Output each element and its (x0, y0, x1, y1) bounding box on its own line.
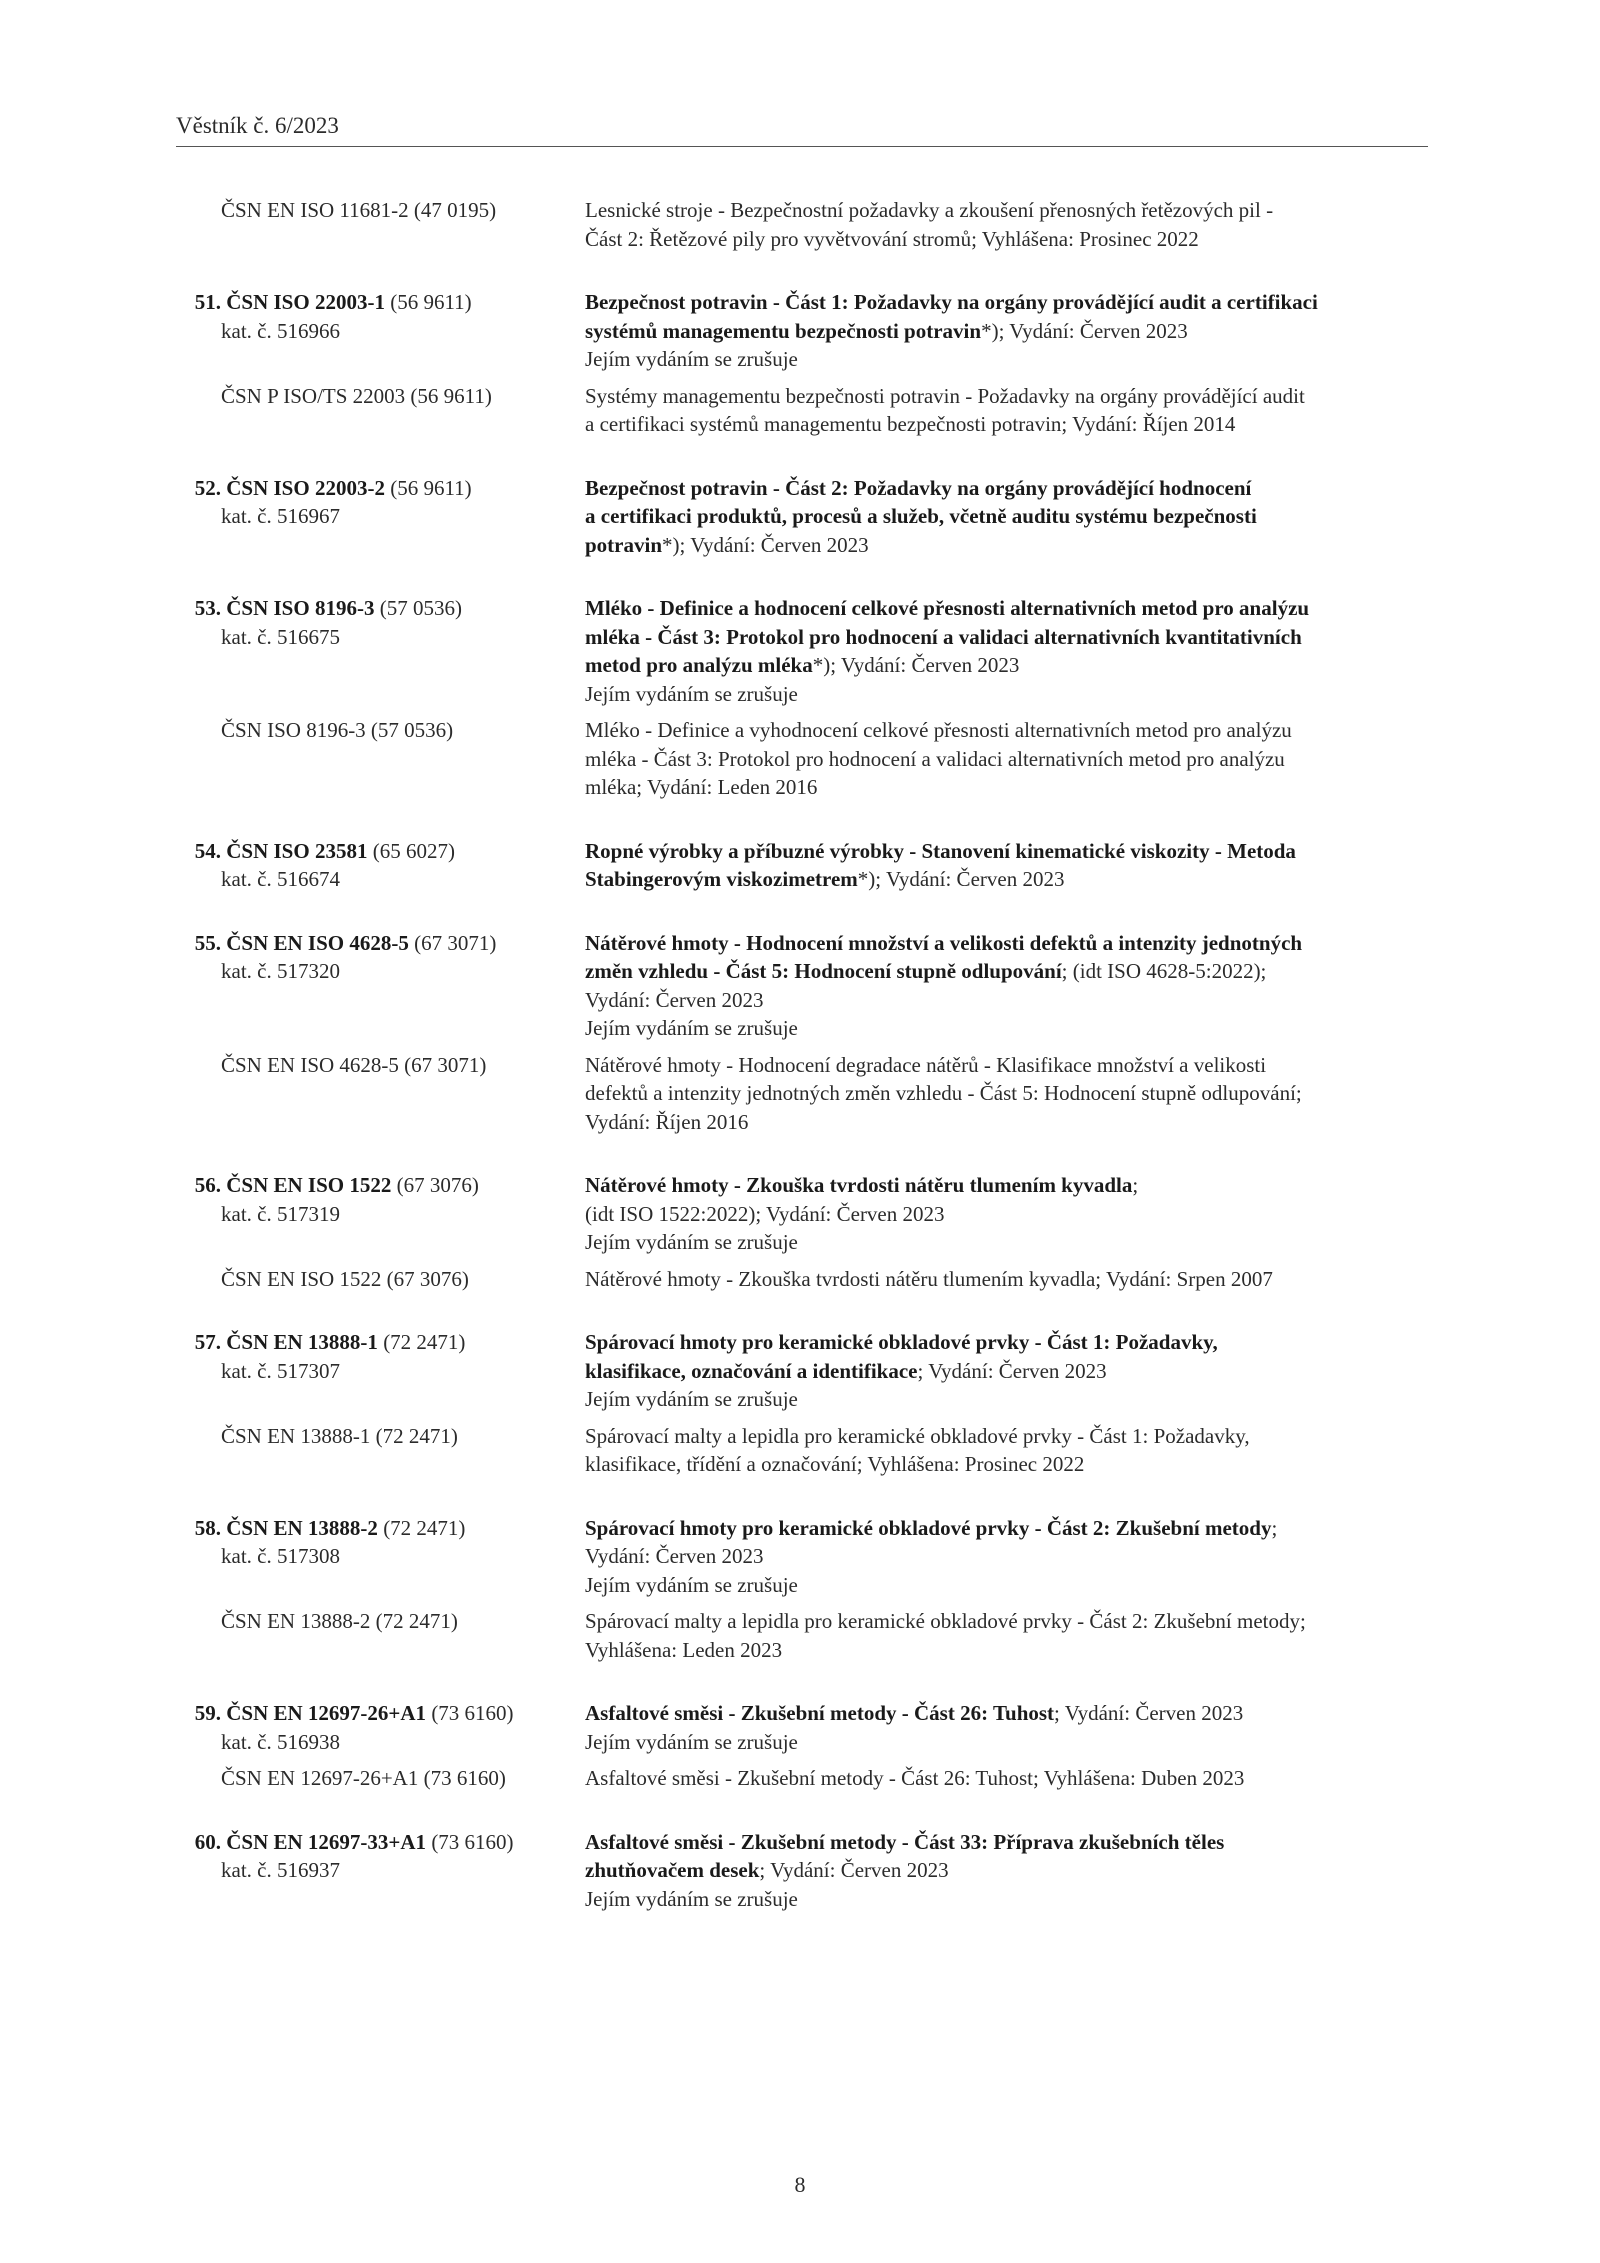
entry-row (176, 1328, 1428, 1414)
code-line (176, 288, 585, 317)
replaced-code: ČSN EN ISO 1522 (67 3076) (221, 1266, 469, 1291)
code-line (176, 474, 585, 503)
title-line (585, 837, 1428, 866)
journal-title: Věstník č. 6/2023 (176, 113, 339, 138)
title-tail: ; (idt ISO 4628-5:2022); (1061, 959, 1267, 983)
title-line (585, 288, 1428, 317)
standard-code: ČSN EN 12697-26+A1 (226, 1701, 427, 1725)
entry-code (176, 288, 585, 374)
title-line (585, 1171, 1428, 1200)
standard-entry (176, 929, 1428, 1137)
standard-class: (67 3071) (408, 930, 497, 955)
entry-code (176, 594, 585, 708)
title-line (585, 594, 1428, 623)
title-line: mléka - Část 3: Protokol pro hodnocení a validaci alternativních metod pro analýzu (585, 746, 1285, 771)
title-line: Vydání: Červen 2023 (585, 1544, 764, 1568)
entry-row (176, 1514, 1428, 1600)
code-line (176, 1699, 585, 1728)
title-bold: potravin (585, 532, 663, 557)
standard-code: ČSN EN ISO 1522 (226, 1173, 392, 1197)
entry-row (176, 196, 1428, 253)
title-line (585, 531, 1428, 560)
standard-class: (56 9611) (384, 475, 472, 500)
replaced-title (585, 1051, 1428, 1137)
entry-row (176, 1699, 1428, 1756)
title-tail: ; Vydání: Červen 2023 (1054, 1701, 1244, 1725)
title-line (585, 1699, 1428, 1728)
replaced-code-col (176, 1764, 585, 1793)
standard-code: ČSN EN 13888-2 (226, 1515, 378, 1540)
replaced-title (585, 382, 1428, 439)
entry-title (585, 196, 1428, 253)
standard-code: ČSN ISO 22003-2 (226, 475, 385, 500)
entry-row (176, 474, 1428, 560)
entry-row (176, 1171, 1428, 1257)
standard-entry (176, 1514, 1428, 1665)
title-line: Vydání: Červen 2023 (585, 987, 764, 1012)
catalog-number: kat. č. 516966 (221, 318, 340, 343)
replaced-row (176, 1051, 1428, 1137)
page-number: 8 (794, 2172, 806, 2197)
entry-title (585, 929, 1428, 1043)
replaced-code: ČSN P ISO/TS 22003 (56 9611) (221, 383, 492, 408)
code-line (176, 837, 585, 866)
standard-class: (67 3076) (391, 1173, 479, 1197)
entry-row (176, 1828, 1428, 1914)
code-line (176, 1514, 585, 1543)
title-bold: Spárovací hmoty pro keramické obkladové prvky - Část 2: Zkušební metody (585, 1515, 1272, 1540)
standard-entry (176, 1171, 1428, 1293)
replaced-row (176, 1265, 1428, 1294)
title-line: Vyhlášena: Leden 2023 (585, 1637, 783, 1662)
standard-class: (73 6160) (426, 1829, 514, 1854)
standard-code: ČSN ISO 8196-3 (226, 596, 375, 620)
code-line (176, 929, 585, 958)
replaced-row (176, 1764, 1428, 1793)
title-line (585, 474, 1428, 503)
title-line: a certifikaci systémů managementu bezpečnosti potravin; Vydání: Říjen 2014 (585, 412, 1236, 436)
standard-entry (176, 196, 1428, 253)
title-line: (idt ISO 1522:2022); Vydání: Červen 2023 (585, 1201, 945, 1226)
catalog-number: kat. č. 517308 (221, 1544, 340, 1568)
entry-number: 53. (194, 596, 221, 620)
standards-list (176, 196, 1428, 1948)
replaced-row (176, 1607, 1428, 1664)
entry-title (585, 837, 1428, 894)
cancel-note: Jejím vydáním se zrušuje (585, 347, 798, 371)
title-line (585, 957, 1428, 986)
standard-class: (57 0536) (374, 596, 462, 620)
replaced-code-col (176, 1422, 585, 1479)
standard-entry (176, 1699, 1428, 1793)
title-line: Systémy managementu bezpečnosti potravin - Požadavky na orgány provádějící audit (585, 383, 1305, 408)
replaced-code-col (176, 382, 585, 439)
replaced-code-col (176, 1265, 585, 1294)
title-line (585, 623, 1428, 652)
replaced-code: ČSN ISO 8196-3 (57 0536) (221, 718, 454, 742)
title-line: klasifikace, třídění a označování; Vyhlášena: Prosinec 2022 (585, 1452, 1085, 1476)
standard-class: (72 2471) (377, 1330, 466, 1354)
title-line: Nátěrové hmoty - Hodnocení degradace nátěrů - Klasifikace množství a velikosti (585, 1052, 1267, 1077)
title-bold: Bezpečnost potravin - Část 1: Požadavky na orgány provádějící audit a certifikaci (585, 290, 1318, 314)
entry-row (176, 929, 1428, 1043)
standard-entry (176, 1328, 1428, 1479)
title-bold: Nátěrové hmoty - Hodnocení množství a velikosti defektů a intenzity jednotných (585, 930, 1303, 955)
title-bold: Stabingerovým viskozimetrem (585, 867, 858, 891)
entry-code (176, 1328, 585, 1414)
title-tail: ; Vydání: Červen 2023 (917, 1358, 1107, 1383)
standard-class: (56 9611) (384, 290, 472, 314)
title-bold: Mléko - Definice a hodnocení celkové přesnosti alternativních metod pro analýzu (585, 596, 1310, 620)
code-line (176, 1828, 585, 1857)
replaced-title (585, 1265, 1428, 1294)
standard-entry (176, 594, 1428, 802)
entry-code (176, 196, 585, 253)
title-tail: *); Vydání: Červen 2023 (981, 318, 1188, 343)
entry-number: 56. (194, 1173, 221, 1197)
standard-entry (176, 837, 1428, 894)
title-line: Lesnické stroje - Bezpečnostní požadavky a zkoušení přenosných řetězových pil - (585, 198, 1274, 222)
entry-number: 58. (194, 1515, 221, 1540)
code-line (176, 1171, 585, 1200)
title-line (585, 1357, 1428, 1386)
title-tail: ; Vydání: Červen 2023 (759, 1858, 949, 1882)
title-line (585, 1514, 1428, 1543)
catalog-number: kat. č. 516938 (221, 1729, 340, 1754)
cancel-note: Jejím vydáním se zrušuje (585, 681, 798, 706)
replaced-title (585, 1607, 1428, 1664)
title-bold: změn vzhledu - Část 5: Hodnocení stupně odlupování (585, 959, 1062, 983)
standard-code: ČSN ISO 23581 (226, 838, 368, 863)
entry-title (585, 1514, 1428, 1600)
title-bold: Asfaltové směsi - Zkušební metody - Část 26: Tuhost (585, 1701, 1055, 1725)
entry-title (585, 1828, 1428, 1914)
catalog-number: kat. č. 517320 (221, 959, 340, 983)
title-bold: Spárovací hmoty pro keramické obkladové prvky - Část 1: Požadavky, (585, 1330, 1218, 1354)
entry-code (176, 837, 585, 894)
title-line: Spárovací malty a lepidla pro keramické obkladové prvky - Část 2: Zkušební metody; (585, 1609, 1306, 1633)
title-bold: mléka - Část 3: Protokol pro hodnocení a validaci alternativních kvantitativních (585, 624, 1302, 649)
entry-title (585, 1171, 1428, 1257)
entry-number: 54. (194, 838, 221, 863)
standard-code: ČSN EN 13888-1 (226, 1330, 378, 1354)
replaced-row (176, 716, 1428, 802)
code-line (176, 594, 585, 623)
title-tail: ; (1271, 1515, 1278, 1540)
replaced-code-col (176, 1051, 585, 1137)
entry-title (585, 474, 1428, 560)
entry-number: 57. (194, 1330, 221, 1354)
entry-code (176, 1828, 585, 1914)
code-line (176, 1328, 585, 1357)
replaced-code-col (176, 716, 585, 802)
title-bold: Ropné výrobky a příbuzné výrobky - Stanovení kinematické viskozity - Metoda (585, 838, 1296, 863)
title-line (585, 1856, 1428, 1885)
title-tail: *); Vydání: Červen 2023 (857, 867, 1065, 891)
catalog-number: kat. č. 516937 (221, 1858, 340, 1882)
cancel-note: Jejím vydáním se zrušuje (585, 1016, 798, 1040)
standard-class: (65 6027) (367, 838, 455, 863)
replaced-code: ČSN EN 13888-1 (72 2471) (221, 1423, 458, 1448)
entry-title (585, 288, 1428, 374)
entry-title (585, 1328, 1428, 1414)
standard-class: (73 6160) (426, 1701, 514, 1725)
title-line (585, 317, 1428, 346)
title-line: Část 2: Řetězové pily pro vyvětvování stromů; Vyhlášena: Prosinec 2022 (585, 226, 1199, 251)
title-bold: a certifikaci produktů, procesů a služeb, včetně auditu systému bezpečnosti (585, 504, 1257, 528)
replaced-row (176, 1422, 1428, 1479)
entry-number: 60. (194, 1829, 221, 1854)
entry-code (176, 1699, 585, 1756)
title-line (585, 502, 1428, 531)
title-bold: systémů managementu bezpečnosti potravin (585, 318, 982, 343)
replaced-code: ČSN EN ISO 4628-5 (67 3071) (221, 1052, 487, 1077)
standard-entry (176, 1828, 1428, 1914)
catalog-number: kat. č. 517307 (221, 1358, 340, 1383)
catalog-number: kat. č. 516967 (221, 504, 340, 528)
title-bold: Asfaltové směsi - Zkušební metody - Část 33: Příprava zkušebních těles (585, 1829, 1225, 1854)
entry-code (176, 1171, 585, 1257)
entry-title (585, 1699, 1428, 1756)
standard-entry (176, 474, 1428, 560)
replaced-title (585, 1764, 1428, 1793)
title-bold: Bezpečnost potravin - Část 2: Požadavky na orgány provádějící hodnocení (585, 475, 1252, 500)
catalog-number: kat. č. 517319 (221, 1201, 340, 1226)
entry-row (176, 837, 1428, 894)
replaced-code: ČSN EN 12697-26+A1 (73 6160) (221, 1766, 506, 1790)
standard-code: ČSN EN ISO 11681-2 (47 0195) (221, 198, 497, 222)
title-line (585, 1328, 1428, 1357)
entry-code (176, 1514, 585, 1600)
title-line: Mléko - Definice a vyhodnocení celkové přesnosti alternativních metod pro analýzu (585, 718, 1292, 742)
replaced-code: ČSN EN 13888-2 (72 2471) (221, 1609, 458, 1633)
title-bold: klasifikace, označování a identifikace (585, 1358, 918, 1383)
entry-row (176, 594, 1428, 708)
standard-code: ČSN ISO 22003-1 (226, 290, 385, 314)
title-line: Nátěrové hmoty - Zkouška tvrdosti nátěru tlumením kyvadla; Vydání: Srpen 2007 (585, 1266, 1273, 1291)
catalog-number: kat. č. 516674 (221, 867, 340, 891)
title-line (585, 651, 1428, 680)
title-line (585, 1828, 1428, 1857)
title-tail: *); Vydání: Červen 2023 (812, 653, 1020, 677)
title-line: Spárovací malty a lepidla pro keramické obkladové prvky - Část 1: Požadavky, (585, 1423, 1250, 1448)
entry-number: 59. (194, 1701, 221, 1725)
entry-title (585, 594, 1428, 708)
catalog-number: kat. č. 516675 (221, 624, 340, 649)
standard-code: ČSN EN ISO 4628-5 (226, 930, 409, 955)
title-bold: zhutňovačem desek (585, 1858, 760, 1882)
title-bold: Nátěrové hmoty - Zkouška tvrdosti nátěru tlumením kyvadla (585, 1173, 1133, 1197)
title-line: Vydání: Říjen 2016 (585, 1109, 749, 1134)
entry-code (176, 929, 585, 1043)
entry-number: 55. (194, 930, 221, 955)
replaced-title (585, 1422, 1428, 1479)
entry-number: 51. (194, 290, 221, 314)
cancel-note: Jejím vydáním se zrušuje (585, 1387, 798, 1411)
standard-class: (72 2471) (377, 1515, 466, 1540)
standard-code: ČSN EN 12697-33+A1 (226, 1829, 427, 1854)
title-tail: *); Vydání: Červen 2023 (662, 532, 869, 557)
entry-number: 52. (194, 475, 221, 500)
cancel-note: Jejím vydáním se zrušuje (585, 1572, 798, 1597)
cancel-note: Jejím vydáním se zrušuje (585, 1729, 798, 1754)
entry-row (176, 288, 1428, 374)
title-line (585, 929, 1428, 958)
entry-code (176, 474, 585, 560)
cancel-note: Jejím vydáním se zrušuje (585, 1230, 798, 1254)
title-line (585, 865, 1428, 894)
title-tail: ; (1132, 1173, 1139, 1197)
title-line: mléka; Vydání: Leden 2016 (585, 775, 818, 799)
title-bold: metod pro analýzu mléka (585, 653, 813, 677)
page-header (176, 114, 1428, 147)
replaced-title (585, 716, 1428, 802)
replaced-row (176, 382, 1428, 439)
title-line: defektů a intenzity jednotných změn vzhledu - Část 5: Hodnocení stupně odlupování; (585, 1081, 1302, 1105)
replaced-code-col (176, 1607, 585, 1664)
standard-entry (176, 288, 1428, 439)
title-line: Asfaltové směsi - Zkušební metody - Část 26: Tuhost; Vyhlášena: Duben 2023 (585, 1766, 1245, 1790)
cancel-note: Jejím vydáním se zrušuje (585, 1886, 798, 1911)
